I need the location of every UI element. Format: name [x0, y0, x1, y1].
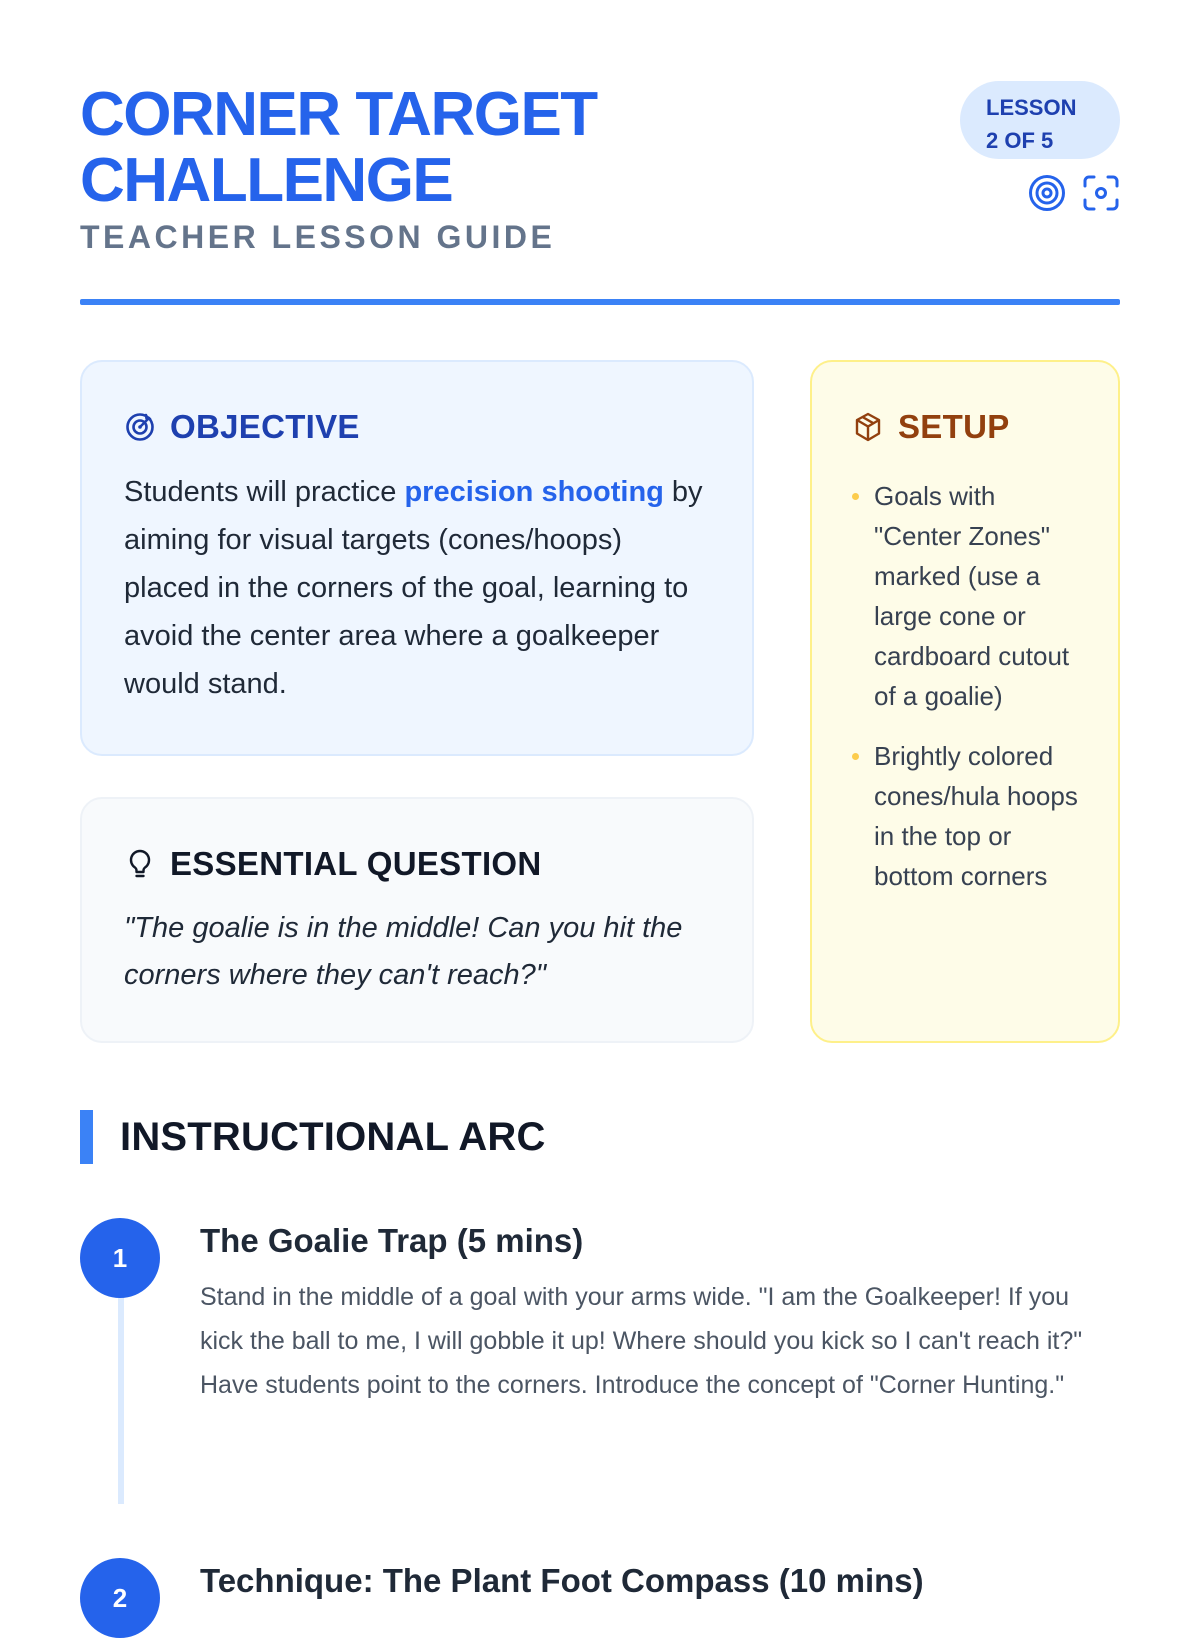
section-accent-bar [80, 1110, 93, 1164]
page-subtitle: TEACHER LESSON GUIDE [80, 219, 556, 255]
header-icons [1028, 174, 1120, 212]
header [80, 0, 1120, 300]
target-icon [1028, 174, 1066, 212]
objective-header [124, 404, 710, 450]
objective-text-rest: by aiming for visual targets (cones/hoops) placed in the corners of the goal, learning to avoid the center area where a goalkeeper would stand. [124, 476, 703, 700]
objective-heading: OBJECTIVE [170, 408, 360, 445]
box-icon [852, 411, 884, 443]
step-number-2: 2 [80, 1558, 160, 1638]
essential-question-header [124, 841, 710, 887]
header-divider [80, 299, 1120, 305]
essential-question-card [80, 797, 754, 1043]
setup-heading: SETUP [898, 408, 1010, 445]
objective-card [80, 360, 754, 756]
step-description-1: Stand in the middle of a goal with your arms wide. "I am the Goalkeeper! If you kick the ball to me, I will gobble it up! Where should you kick so I can't reach it?" Have students point to the corners. Introduce the concept of "Corner Hunting." [200, 1283, 1083, 1399]
timeline-connector [118, 1296, 124, 1504]
setup-list [852, 476, 1078, 896]
page-title: CORNER TARGET CHALLENGE [80, 80, 597, 215]
setup-header [852, 404, 1078, 450]
step-title-2: Technique: The Plant Foot Compass (10 mins) [200, 1562, 924, 1599]
focus-scan-icon [1082, 174, 1120, 212]
instructional-arc-heading: INSTRUCTIONAL ARC [120, 1114, 546, 1159]
target-arrow-icon [124, 411, 156, 443]
essential-question-text: "The goalie is in the middle! Can you hit the corners where they can't reach?" [124, 912, 683, 991]
list-item: Goals with "Center Zones" marked (use a large cone or cardboard cutout of a goalie) [852, 476, 1078, 716]
objective-highlight: precision shooting [404, 476, 664, 508]
objective-text [124, 468, 710, 708]
lightbulb-icon [124, 848, 156, 880]
instructional-arc-header [80, 1110, 546, 1164]
step-number-1: 1 [80, 1218, 160, 1298]
essential-question-heading: ESSENTIAL QUESTION [170, 845, 542, 882]
lesson-badge: LESSON 2 OF 5 [960, 81, 1120, 159]
step-title-1: The Goalie Trap (5 mins) [200, 1222, 584, 1259]
lesson-guide-page [80, 0, 1120, 1613]
objective-text-lead: Students will practice [124, 476, 405, 508]
list-item: Brightly colored cones/hula hoops in the top or bottom corners [852, 736, 1078, 896]
setup-card [810, 360, 1120, 1043]
